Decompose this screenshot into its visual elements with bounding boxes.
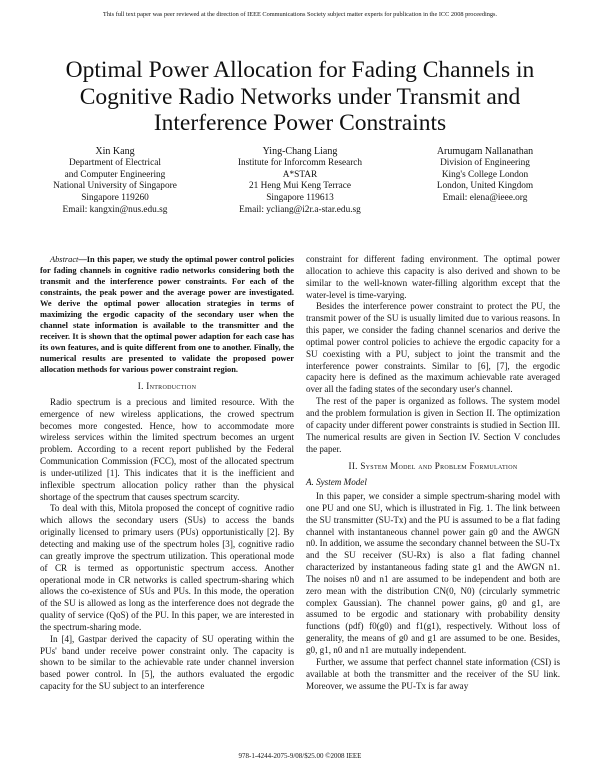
author-affiliation-line: Singapore 119260 [81,193,149,204]
paper-title: Optimal Power Allocation for Fading Channels in Cognitive Radio Networks under Transmit and Interference Power Constraints [65,57,535,136]
right-column [306,254,560,692]
body-paragraph: Besides the interference power constraint to protect the PU, the transmit power of the SU is usually limited due to various reasons. In this paper, we consider the fading channel scenarios and derive the optimal power control policies to achieve the ergodic capacity for a SU coexisting with a PU, subject to joint the transmit and the interference power constraints. Similar to [6], [7], the ergodic capacity here is defined as the maximum achievable rate averaged over all the fading states of the secondary user's channel. [306,301,560,395]
author-affiliation-line: Institute for Inforcomm Research [237,157,363,168]
body-paragraph: constraint for different fading environment. The optimal power allocation to achieve this capacity is also derived and shown to be similar to the well-known water-filling algorithm except that the water-level is time-varying. [306,254,560,300]
author-name: Xin Kang [95,146,135,157]
body-paragraph: In [4], Gastpar derived the capacity of SU operating within the PUs' band under receive power constraint only. The capacity is shown to be similar to the achievable rate under channel inversion based power control. In [5], the authors evaluated the ergodic capacity for the SU subject to an interference [40,633,294,692]
author-name: Ying-Chang Liang [262,146,338,157]
section-heading-system-model: II. System Model and Problem Formulation [348,461,518,472]
section-heading-introduction: I. Introduction [137,381,197,391]
body-paragraph: In this paper, we consider a simple spectrum-sharing model with one PU and one SU, which is illustrated in Fig. 1. The link between the SU transmitter (SU-Tx) and the PU is assumed to be a flat fading channel with instantaneous channel power gain g0 and the AWGN n0. In addition, we assume the secondary channel between the SU-Tx and the SU receiver (SU-Rx) is also a flat fading channel characterized by instantaneous fading state g1 and the AWGN n1. The noises n0 and n1 are assumed to be independent and both are zero mean with the distribution CN(0, N0) (circularly symmetric complex Gaussian). The channel power gains, g0 and g1, are assumed to be ergodic and stationary with probability density functions (pdf) f0(g0) and f1(g1), respectively. Without loss of generality, the means of g0 and g1 are assumed to be one. Besides, g0, g1, n0 and n1 are mutually independent. [306,491,560,655]
author-email: Email: ycliang@i2r.a-star.edu.sg [239,204,361,215]
abstract-lead: Abstract [50,255,79,264]
author-block-1 [25,146,205,217]
author-affiliation-line: Singapore 119613 [266,193,334,204]
author-block-3 [395,146,575,205]
author-block-2 [210,146,390,217]
author-affiliation-line: and Computer Engineering [64,169,166,180]
left-column [40,254,294,693]
author-email: Email: kangxin@nus.edu.sg [62,204,168,215]
author-affiliation-line: Division of Engineering [440,157,530,168]
author-affiliation-line: King's College London [441,169,529,180]
author-affiliation-line: London, United Kingdom [436,181,534,192]
copyright-footer: 978-1-4244-2075-9/08/$25.00 ©2008 IEEE [238,752,362,760]
author-email: Email: elena@ieee.org [442,193,528,204]
author-affiliation-line: National University of Singapore [53,181,177,192]
header-note: This full text paper was peer reviewed at the direction of IEEE Communications Society subject matter experts for publication in the ICC 2008 proceedings. [102,11,498,18]
subsection-heading-system-model: A. System Model [306,477,367,488]
body-paragraph: Radio spectrum is a precious and limited resource. With the emergence of new wireless applications, the crowed spectrum becomes more congested. Hence, how to accommodate more wireless services within the limited spectrum becomes an urgent problem. According to a recent report published by the Federal Communication Commission (FCC), most of the allocated spectrum is under-utilized [1]. This indicates that it is the inefficient and inflexible spectrum allocation policy rather than the physical shortage of the spectrum that causes spectrum scarcity. [40,396,294,502]
author-affiliation-line: A*STAR [282,169,318,180]
author-name: Arumugam Nallanathan [436,146,534,157]
body-paragraph: Further, we assume that perfect channel state information (CSI) is available at both the transmitter and the receiver of the SU link. Moreover, we assume the PU-Tx is far away [306,656,560,691]
abstract-body: —In this paper, we study the optimal power control policies for fading channels in cognitive radio networks considering both the transmit and the interference power constraints. For each of the constraints, the peak power and the average power are investigated. We derive the optimal power allocation strategies in terms of maximizing the ergodic capacity of the secondary user when the channel state information is available to the transmitter and the receiver. It is shown that the optimal power adaption for each case has its own features, and is quite different from one to another. Finally, the numerical results are presented to validate the proposed power allocation methods for various power constraint region. [40,255,294,374]
body-paragraph: To deal with this, Mitola proposed the concept of cognitive radio which allows the secondary users (SUs) to access the bands originally licensed to primary users (PUs) opportunistically [2]. By detecting and making use of the spectrum holes [3], cognitive radio can greatly improve the spectrum utilization. This operational mode of CR is termed as opportunistic spectrum access. Another operational mode in CR networks is called spectrum-sharing which allows the co-existence of SUs and PUs. In this mode, the operation of the SU is allowed as long as the interference does not degrade the quality of service (QoS) of the PU. In this paper, we are interested in the spectrum-sharing mode. [40,503,294,632]
body-paragraph: The rest of the paper is organized as follows. The system model and the problem formulation is given in Section II. The optimization of capacity under different power constraints is studied in Section III. The numerical results are given in Section IV. Section V concludes the paper. [306,396,560,454]
abstract [40,254,294,375]
author-affiliation-line: 21 Heng Mui Keng Terrace [249,181,351,192]
author-affiliation-line: Department of Electrical [69,157,161,168]
